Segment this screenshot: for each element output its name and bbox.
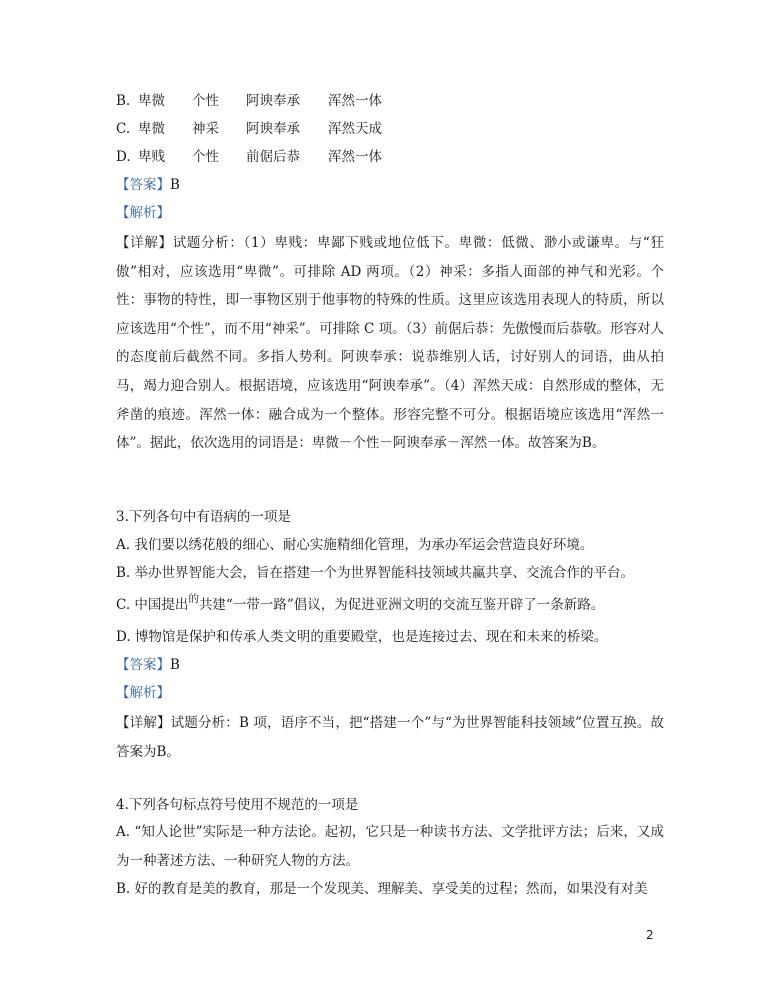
option-word: 阿谀奉承 <box>246 121 300 137</box>
answer-value: B <box>170 177 180 193</box>
q3-title: 3.下列各句中有语病的一项是 <box>116 509 291 525</box>
option-word: 卑贱 <box>138 149 165 165</box>
option-word: 浑然一体 <box>328 93 382 109</box>
option-letter: B. <box>116 93 131 109</box>
option-word: 个性 <box>192 149 219 165</box>
analysis-tag: 【解析】 <box>116 685 170 701</box>
option-letter: C. <box>116 121 131 137</box>
q3-option-b: B. 举办世界智能大会，旨在搭建一个为世界智能科技领域共赢共享、交流合作的平台。 <box>116 565 635 581</box>
detail-tag: 【详解】 <box>116 715 171 731</box>
analysis-tag: 【解析】 <box>116 205 170 221</box>
detail-text: 试题分析：B 项，语序不当，把“搭建一个”与“为世界智能科技领域”位置互换。故答案为B。 <box>116 715 664 760</box>
q3-detail <box>116 709 664 766</box>
page-number: 2 <box>646 928 654 942</box>
answer-value: B <box>170 657 180 673</box>
q2-answer <box>116 176 180 194</box>
detail-tag: 【详解】 <box>116 235 173 251</box>
option-word: 神采 <box>192 121 219 137</box>
option-c-text: C. 中国提出 <box>116 597 189 613</box>
q4-option-a: A. “知人论世”实际是一种方法论。起初，它只是一种读书方法、文学批评方法；后来，又成为一种著述方法、一种研究人物的方法。 <box>116 824 664 869</box>
option-letter: D. <box>116 149 131 165</box>
q3-answer <box>116 656 180 674</box>
option-word: 卑微 <box>138 121 165 137</box>
option-c-superscript: 的 <box>188 593 199 605</box>
option-c-text-rest: 共建“一带一路”倡议，为促进亚洲文明的交流互鉴开辟了一条新路。 <box>198 597 605 613</box>
q3-option-c <box>116 593 605 615</box>
option-word: 个性 <box>192 93 219 109</box>
option-word: 浑然天成 <box>328 121 382 137</box>
q2-analysis-heading <box>116 204 170 222</box>
q3-option-d: D. 博物馆是保护和传承人类文明的重要殿堂，也是连接过去、现在和未来的桥梁。 <box>116 629 608 645</box>
option-word: 卑微 <box>138 93 165 109</box>
q3-option-a: A. 我们要以绣花般的细心、耐心实施精细化管理，为承办军运会营造良好环境。 <box>116 537 594 553</box>
answer-tag: 【答案】 <box>116 657 170 673</box>
option-word: 浑然一体 <box>328 149 382 165</box>
detail-text: 试题分析：（1）卑贱：卑鄙下贱或地位低下。卑微：低微、渺小或谦卑。与“狂傲”相对，应该选用“卑微”。可排除 AD 两项。（2）神采：多指人面部的神气和光彩。个性：事物的特性，即一事物区别于他事物的特殊的性质。这里应该选用表现人的特质，所以应该选用“个性”，而不用“神采”。可排除 C 项。（3）前倨后恭：先傲慢而后恭敬。形容对人的态度前后截然不同。多指人势利。阿谀奉承：说恭维别人话，讨好别人的词语，曲从拍马，竭力迎合别人。根据语境，应该选用“阿谀奉承”。（4）浑然天成：自然形成的整体，无斧凿的痕迹。浑然一体：融合成为一个整体。形容完整不可分。根据语境应该选用“浑然一体”。据此，依次选用的词语是：卑微－个性－阿谀奉承－浑然一体。故答案为B。 <box>116 235 665 452</box>
q4-option-b: B. 好的教育是美的教育，那是一个发现美、理解美、享受美的过程；然而，如果没有对美 <box>116 881 648 897</box>
q4-title: 4.下列各句标点符号使用不规范的一项是 <box>116 797 359 813</box>
option-word: 前倨后恭 <box>246 149 300 165</box>
option-word: 阿谀奉承 <box>246 93 300 109</box>
q2-detail <box>116 229 664 458</box>
q3-analysis-heading <box>116 684 170 702</box>
answer-tag: 【答案】 <box>116 177 170 193</box>
